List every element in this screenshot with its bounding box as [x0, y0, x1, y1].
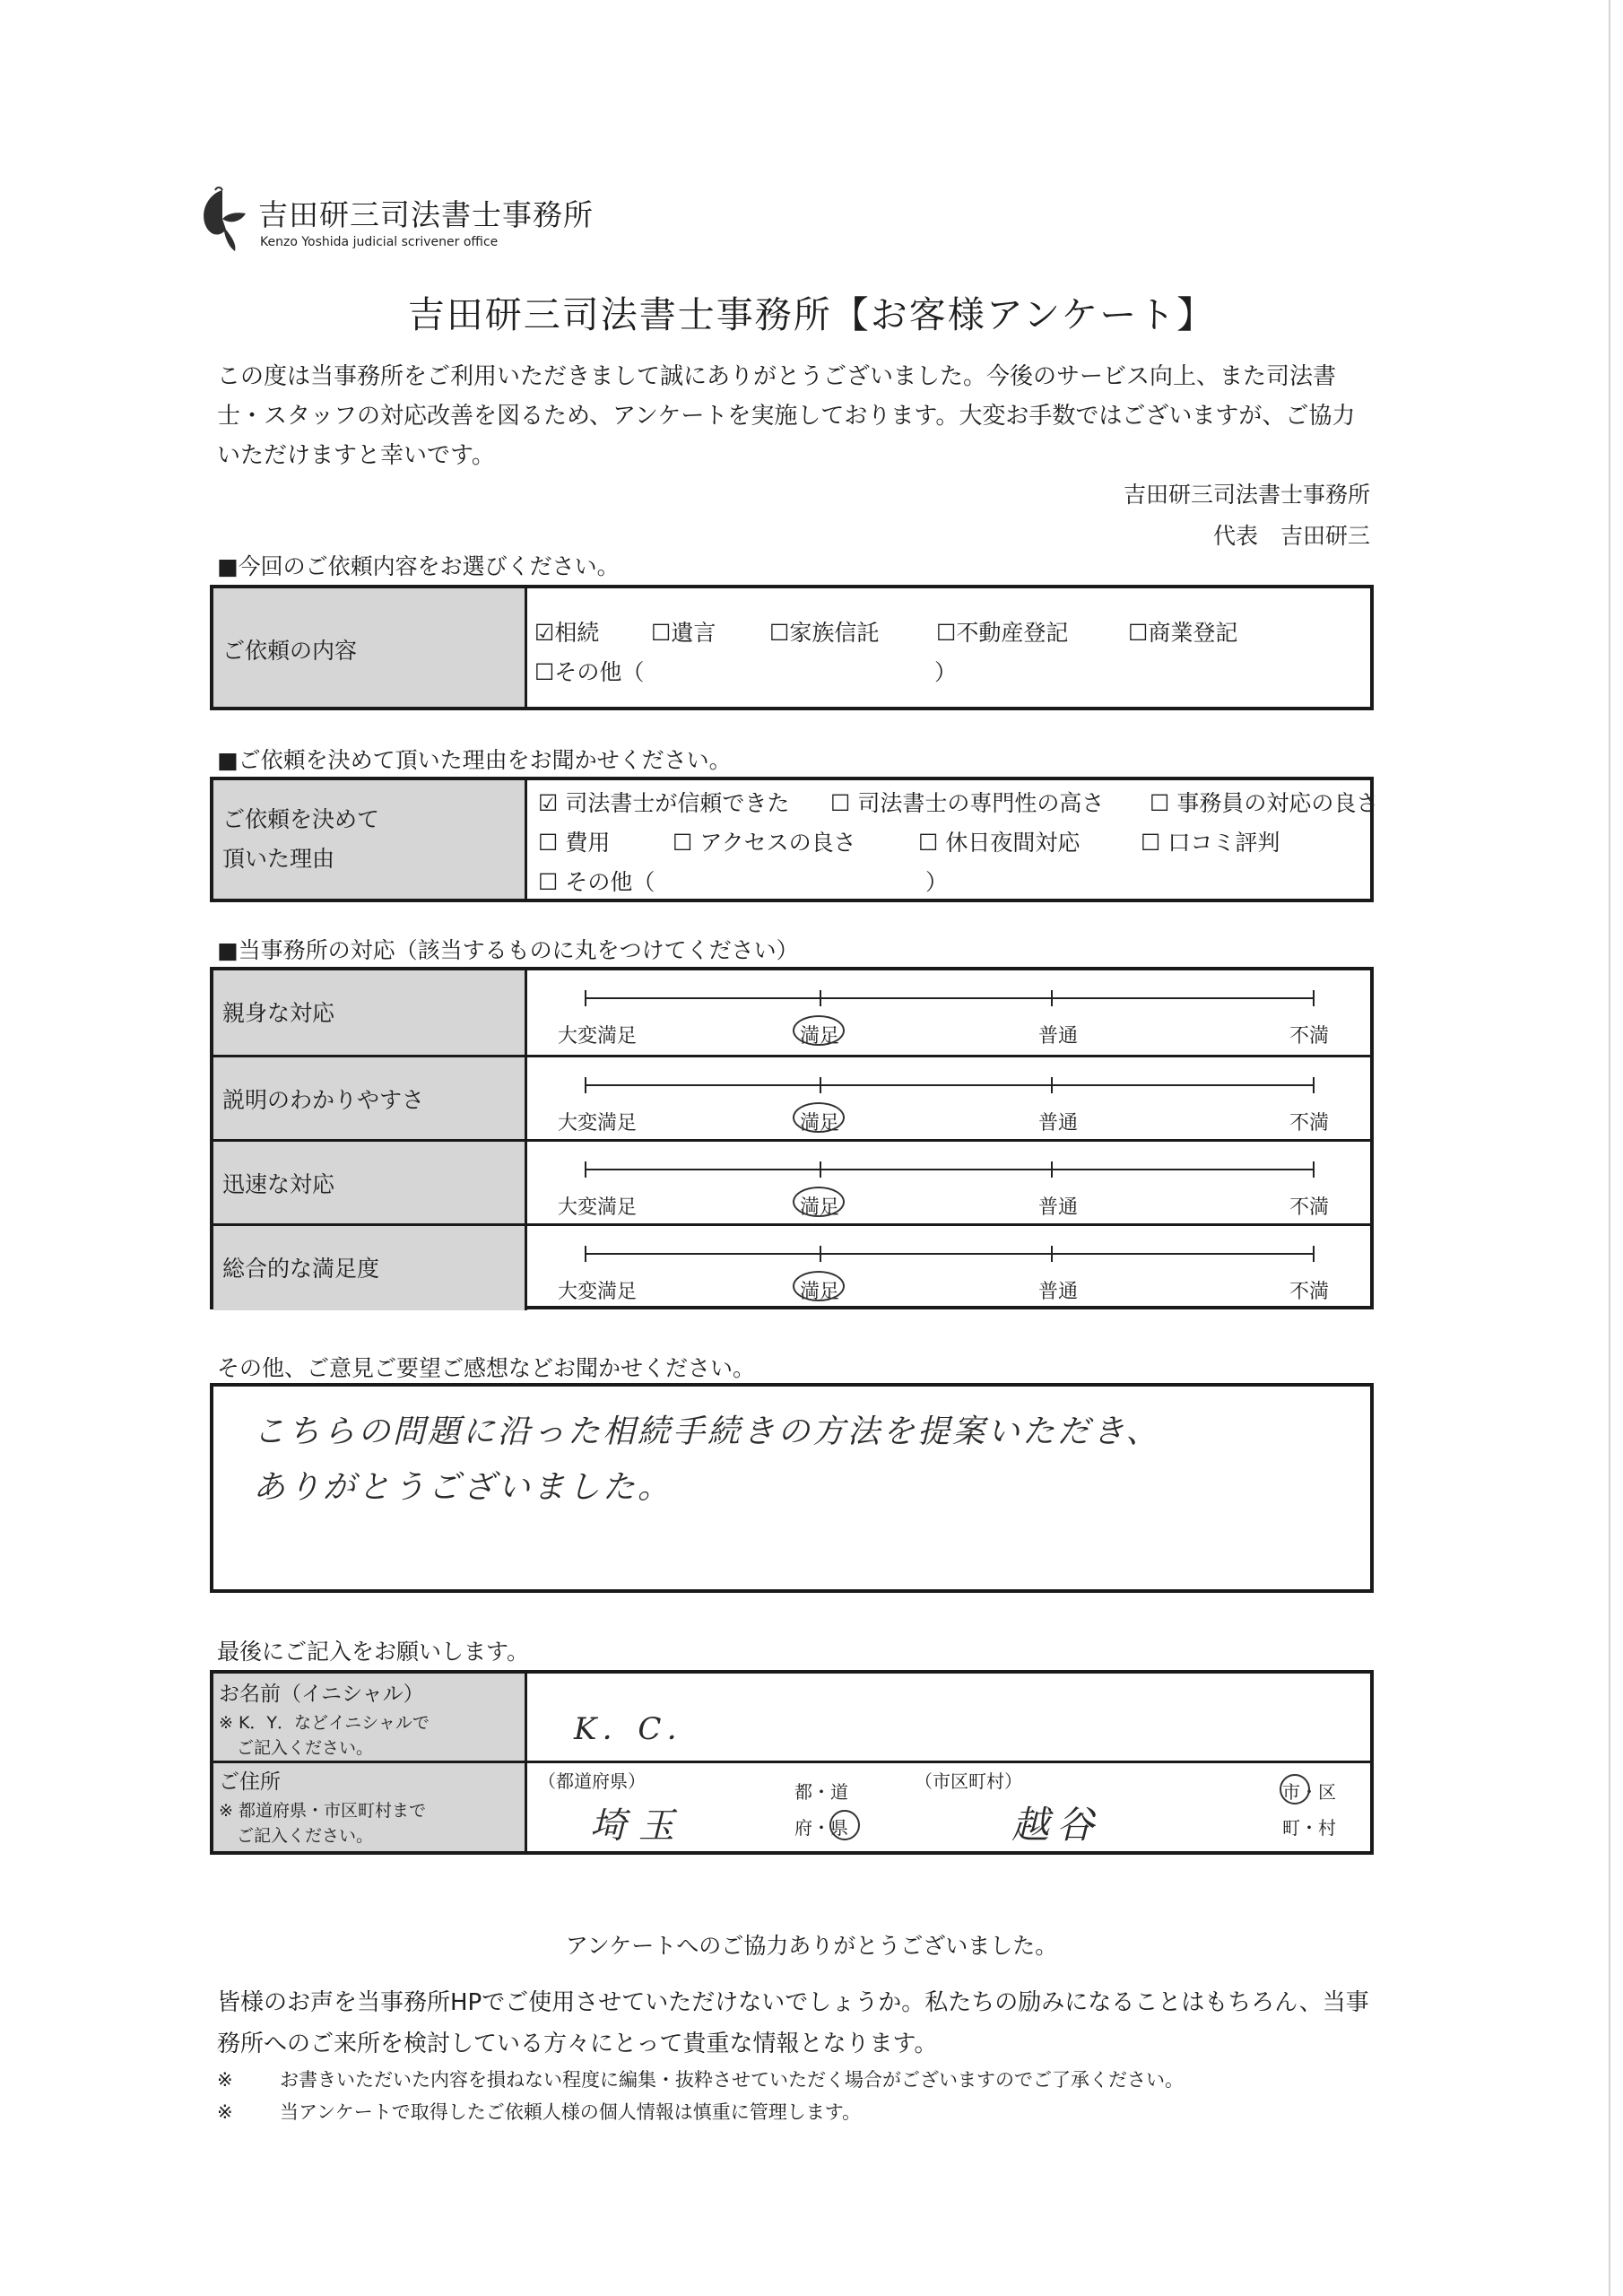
option-access[interactable]	[673, 825, 856, 857]
option-label: 遺言	[671, 620, 716, 646]
address-note-1: ※ 都道府県・市区町村まで	[219, 1801, 426, 1821]
checkbox-checked[interactable]: ☑	[538, 790, 559, 816]
reason-box	[210, 777, 1379, 902]
checkbox[interactable]: ☐	[1128, 620, 1149, 646]
option-label: 司法書士の専門性の高さ	[857, 790, 1105, 816]
rating-scale-tick	[1051, 1161, 1053, 1178]
rating-option-2[interactable]: 普通	[1038, 1281, 1079, 1303]
rating-scale-tick	[820, 1161, 821, 1178]
intro-text: この度は当事務所をご利用いただきまして誠にありがとうございました。今後のサービス向上、また司法書士・スタッフの対応改善を図るため、アンケートを実施しております。大変お手数ではございますが、ご協力いただけますと幸いです。	[217, 363, 1356, 469]
comment-line-1: こちらの問題に沿った相続手続きの方法を提案いただき、	[253, 1413, 1161, 1450]
rating-scale-tick	[585, 990, 586, 1006]
option-label: 司法書士が信頼できた	[565, 790, 790, 816]
checkbox[interactable]: ☐	[538, 830, 559, 856]
note-mark: ※	[217, 2069, 233, 2091]
option-other-close: ）	[925, 869, 949, 895]
checkbox[interactable]: ☐	[1141, 830, 1161, 856]
rating-row	[213, 970, 1370, 1055]
rating-scale-line	[585, 1253, 1315, 1255]
rating-option-1[interactable]: 満足	[800, 1281, 840, 1303]
checkbox[interactable]: ☐	[936, 620, 957, 646]
selected-rating-circle	[793, 1102, 845, 1133]
checkbox[interactable]: ☐	[918, 830, 939, 856]
signature-office: 吉田研三司法書士事務所	[1123, 482, 1370, 508]
section-request-heading: ■今回のご依頼内容をお選びください。	[217, 553, 620, 579]
rating-option-0[interactable]: 大変満足	[558, 1025, 638, 1048]
rating-row	[213, 1223, 1370, 1310]
rating-row-label: 親身な対応	[222, 1000, 335, 1026]
option-label: 費用	[565, 830, 611, 856]
option-trusted-scrivener[interactable]	[538, 786, 789, 818]
comments-box[interactable]	[210, 1383, 1374, 1593]
office-logo-name: 吉田研三司法書士事務所	[258, 197, 594, 232]
thanks-text: アンケートへのご協力ありがとうございました。	[565, 1933, 1058, 1959]
rating-scale-tick	[585, 1161, 586, 1178]
name-label-cell	[213, 1674, 527, 1763]
checkbox[interactable]: ☐	[769, 620, 790, 646]
rating-scale-line	[585, 997, 1315, 999]
option-other[interactable]: ☐ その他（	[538, 869, 655, 895]
checkbox-checked[interactable]: ☑	[534, 620, 555, 646]
request-content-label-cell	[213, 588, 527, 707]
option-label: 事務員の対応の良さ	[1176, 790, 1379, 816]
option-inheritance[interactable]	[534, 615, 599, 648]
rating-option-1[interactable]: 満足	[800, 1112, 840, 1135]
rating-option-0[interactable]: 大変満足	[558, 1281, 638, 1303]
rating-scale-tick	[1313, 990, 1315, 1006]
selected-rating-circle	[793, 1015, 845, 1046]
note-1	[217, 2066, 1184, 2092]
option-label: 休日夜間対応	[945, 830, 1081, 856]
rating-option-2[interactable]: 普通	[1038, 1196, 1079, 1219]
rating-option-3[interactable]: 不満	[1289, 1196, 1330, 1219]
city-suffix-1: 市・区	[1282, 1781, 1336, 1803]
rating-scale-tick	[820, 1246, 821, 1262]
option-other[interactable]: ☐その他（	[534, 659, 645, 685]
rating-option-3[interactable]: 不満	[1289, 1112, 1330, 1135]
comments-heading: その他、ご意見ご要望ご感想などお聞かせください。	[217, 1355, 756, 1381]
rating-scale-line	[585, 1169, 1315, 1170]
prefecture-value[interactable]: 埼玉	[590, 1805, 687, 1847]
section-reason-heading: ■ご依頼を決めて頂いた理由をお聞かせください。	[217, 747, 732, 773]
rating-scale-tick	[1313, 1246, 1315, 1262]
checkbox[interactable]: ☐	[673, 830, 693, 856]
request-content-box	[210, 585, 1374, 710]
option-will[interactable]	[651, 615, 716, 648]
address-note-2: ご記入ください。	[237, 1826, 374, 1846]
rating-option-3[interactable]: 不満	[1289, 1025, 1330, 1048]
checkbox[interactable]: ☐	[651, 620, 672, 646]
note-text: お書きいただいた内容を損ねない程度に編集・抜粋させていただく場合がございますのでご了承ください。	[280, 2069, 1184, 2091]
page-title: 吉田研三司法書士事務所【お客様アンケート】	[407, 293, 1216, 336]
address-label-cell	[213, 1763, 527, 1851]
option-label: 商業登記	[1148, 620, 1238, 646]
butterfly-logo-icon	[195, 185, 251, 253]
rating-scale-tick	[1051, 1246, 1053, 1262]
rating-option-1[interactable]: 満足	[800, 1025, 840, 1048]
rating-scale-tick	[585, 1246, 586, 1262]
option-label: アクセスの良さ	[699, 830, 856, 856]
comment-line-2: ありがとうございました。	[253, 1469, 673, 1506]
option-label: 相続	[554, 620, 600, 646]
office-logo-english: Kenzo Yoshida judicial scrivener office	[260, 235, 499, 249]
option-commercial-registration[interactable]	[1128, 615, 1237, 648]
rating-scale-line	[585, 1084, 1315, 1086]
rating-row	[213, 1139, 1370, 1226]
rating-scale-tick	[585, 1077, 586, 1093]
rating-scale-tick	[820, 990, 821, 1006]
rating-row-label-cell	[213, 970, 527, 1055]
rating-scale-tick	[1051, 990, 1053, 1006]
selected-rating-circle	[793, 1187, 845, 1217]
checkbox[interactable]: ☐	[1150, 790, 1170, 816]
option-reviews[interactable]	[1141, 825, 1280, 857]
option-label: 不動産登記	[956, 620, 1069, 646]
rating-row-label-cell	[213, 1142, 527, 1226]
rating-option-2[interactable]: 普通	[1038, 1112, 1079, 1135]
name-label: お名前（イニシャル）	[219, 1683, 424, 1706]
prefecture-suffix-1: 都・道	[794, 1781, 848, 1803]
note-2	[217, 2098, 861, 2125]
hp-usage-request: 皆様のお声を当事務所HPでご使用させていただけないでしょうか。私たちの励みになることはもちろん、当事務所へのご来所を検討している方々にとって貴重な情報となります。	[217, 1989, 1369, 2057]
city-suffix-circle	[1280, 1774, 1310, 1805]
final-heading: 最後にご記入をお願いします。	[217, 1639, 530, 1665]
rating-box	[210, 967, 1374, 1309]
name-note-2: ご記入ください。	[237, 1738, 374, 1758]
final-box	[210, 1670, 1374, 1855]
rating-row-label-cell	[213, 1226, 527, 1310]
reason-label-cell	[213, 780, 527, 899]
rating-row-label: 説明のわかりやすさ	[222, 1087, 425, 1113]
city-value[interactable]: 越谷	[1011, 1803, 1102, 1847]
rating-option-0[interactable]: 大変満足	[558, 1112, 638, 1135]
option-label: 口コミ評判	[1167, 830, 1280, 856]
option-family-trust[interactable]	[769, 615, 879, 648]
rating-row-label: 迅速な対応	[222, 1171, 335, 1197]
rating-scale-tick	[1313, 1077, 1315, 1093]
city-label: （市区町村）	[915, 1770, 1022, 1792]
rating-option-3[interactable]: 不満	[1289, 1281, 1330, 1303]
rating-row-label: 総合的な満足度	[222, 1256, 380, 1282]
selected-rating-circle	[793, 1271, 845, 1301]
option-cost[interactable]	[538, 825, 610, 857]
request-content-label: ご依頼の内容	[222, 638, 358, 664]
option-expertise[interactable]	[830, 786, 1104, 818]
rating-row-label-cell	[213, 1057, 527, 1142]
signature-representative: 代表 吉田研三	[1212, 523, 1370, 549]
rating-option-0[interactable]: 大変満足	[558, 1196, 638, 1219]
rating-option-1[interactable]: 満足	[800, 1196, 840, 1219]
checkbox[interactable]: ☐	[830, 790, 851, 816]
address-label: ご住所	[219, 1770, 281, 1794]
section-rating-heading: ■当事務所の対応（該当するものに丸をつけてください）	[217, 937, 799, 963]
rating-scale-tick	[1313, 1161, 1315, 1178]
rating-row	[213, 1055, 1370, 1142]
note-mark: ※	[217, 2101, 233, 2123]
rating-scale-tick	[820, 1077, 821, 1093]
option-other-close: ）	[934, 659, 958, 685]
row-divider	[527, 1761, 1370, 1763]
name-value[interactable]: K．C．	[574, 1711, 703, 1747]
rating-option-2[interactable]: 普通	[1038, 1025, 1079, 1048]
note-text: 当アンケートで取得したご依頼人様の個人情報は慎重に管理します。	[280, 2101, 862, 2123]
prefecture-label: （都道府県）	[538, 1770, 646, 1792]
rating-scale-tick	[1051, 1077, 1053, 1093]
option-label: 家族信託	[789, 620, 880, 646]
reason-label-line2: 頂いた理由	[222, 846, 335, 872]
city-suffix-2: 町・村	[1282, 1817, 1336, 1839]
name-note-1: ※ K．Y．などイニシャルで	[219, 1713, 430, 1733]
option-holiday-night[interactable]	[918, 825, 1080, 857]
reason-label-line1: ご依頼を決めて	[222, 806, 380, 832]
option-real-estate-registration[interactable]	[936, 615, 1068, 648]
prefecture-suffix-circle	[829, 1810, 860, 1840]
prefecture-suffix-2: 府・県	[794, 1817, 848, 1839]
option-staff-service[interactable]	[1150, 786, 1378, 818]
